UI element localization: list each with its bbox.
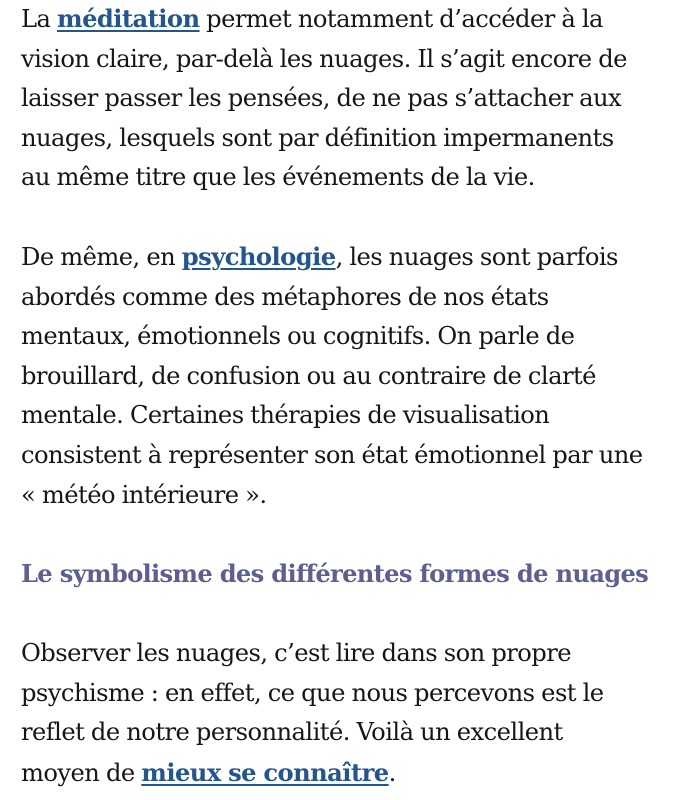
text-line: psychisme : en effet, ce que nous percevons est le	[21, 678, 604, 707]
paragraph-psychology	[21, 237, 643, 515]
text-line: laisser passer les pensées, de ne pas s’attacher aux	[21, 84, 622, 113]
text-line: La méditation permet notamment d’accéder à la	[21, 4, 603, 33]
text-line: mentale. Certaines thérapies de visualisation	[21, 401, 550, 430]
mieux-se-connaitre-link[interactable]: mieux se connaître	[141, 757, 389, 787]
psychologie-link[interactable]: psychologie	[181, 242, 336, 271]
text-line: Observer les nuages, c’est lire dans son propre	[21, 639, 571, 667]
text-line: moyen de mieux se connaître.	[21, 757, 396, 787]
text-line: au même titre que les événements de la vie.	[21, 163, 535, 192]
text-line: brouillard, de confusion ou au contraire de clarté	[21, 361, 596, 390]
text-line: reflet de notre personnalité. Voilà un excellent	[21, 718, 563, 747]
text-line: consistent à représenter son état émotionnel par une	[21, 440, 643, 469]
paragraph-observe-clouds	[21, 634, 604, 793]
text-line: vision claire, par-delà les nuages. Il s’agit encore de	[21, 44, 627, 73]
paragraph-meditation	[21, 0, 627, 198]
meditation-link[interactable]: méditation	[57, 4, 200, 33]
text-line: De même, en psychologie, les nuages sont parfois	[21, 242, 618, 271]
text-line: nuages, lesquels sont par définition impermanents	[21, 123, 614, 152]
text-line: abordés comme des métaphores de nos états	[21, 282, 549, 311]
section-heading: Le symbolisme des différentes formes de nuages	[21, 559, 649, 588]
text-line: « météo intérieure ».	[21, 480, 267, 509]
text-line: mentaux, émotionnels ou cognitifs. On parle de	[21, 322, 575, 351]
